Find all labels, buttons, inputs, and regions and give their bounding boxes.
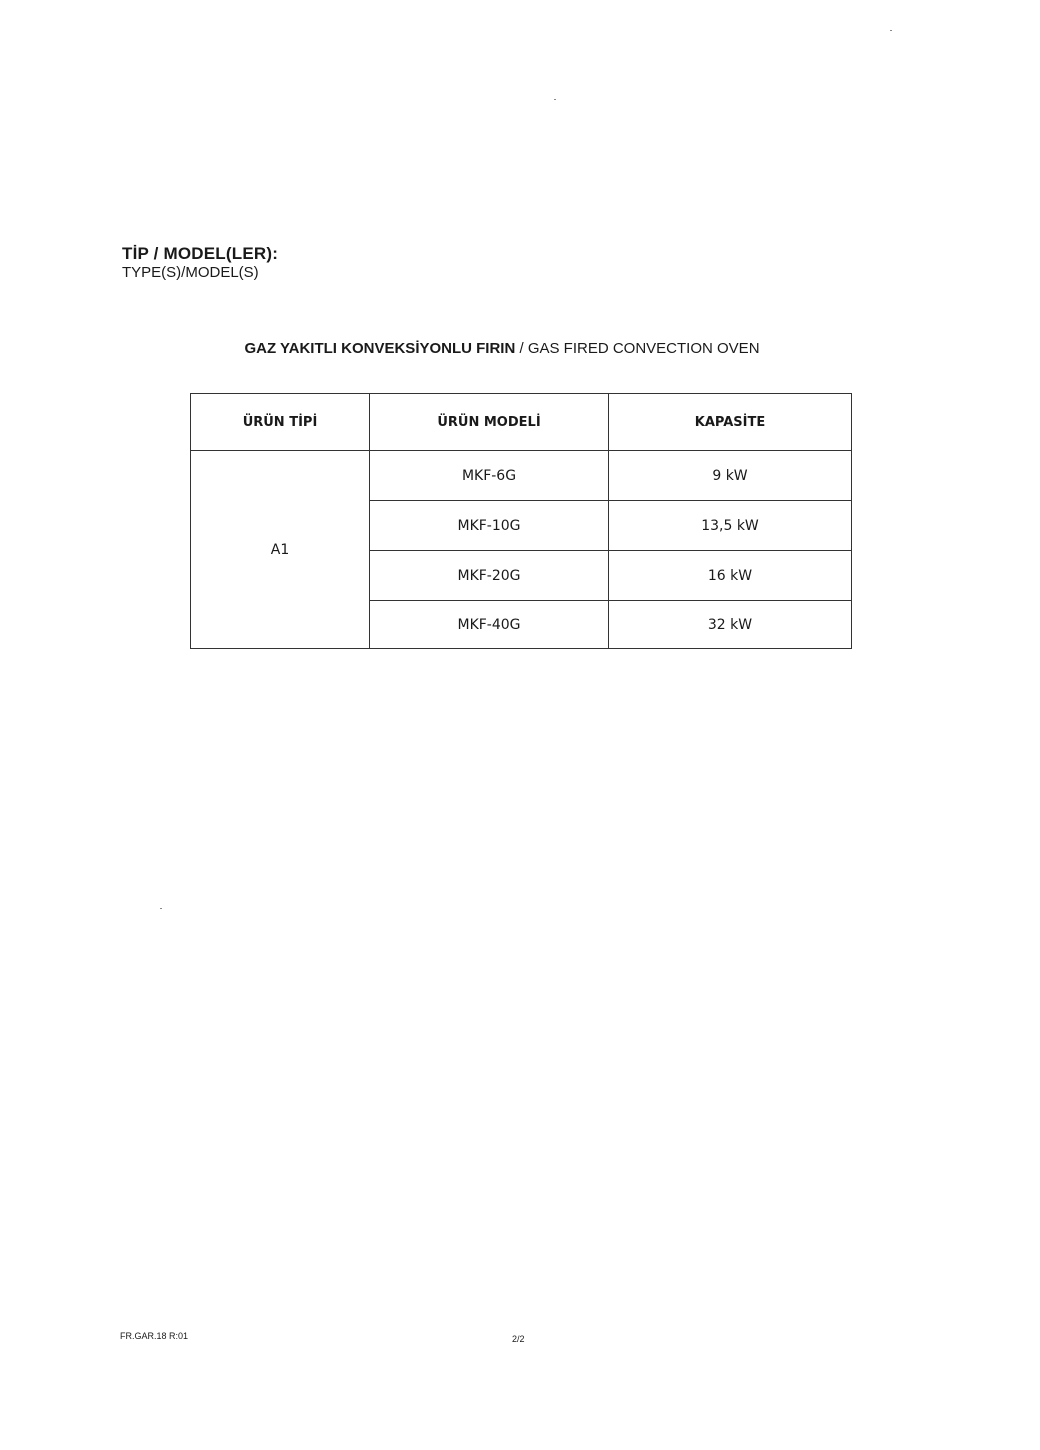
table-header-row: [191, 394, 852, 451]
header-capacity: KAPASİTE: [609, 394, 852, 451]
capacity-cell: 9 kW: [609, 451, 852, 501]
model-cell: MKF-40G: [370, 601, 609, 649]
model-cell: MKF-10G: [370, 501, 609, 551]
capacity-cell: 13,5 kW: [609, 501, 852, 551]
heading-block: [122, 244, 278, 282]
product-title: [0, 340, 1004, 358]
table-row: [191, 451, 852, 501]
product-name-separator: /: [515, 340, 528, 357]
footer-form-code: FR.GAR.18 R:01: [120, 1331, 189, 1341]
product-type-cell: A1: [191, 451, 370, 649]
product-name-en: GAS FIRED CONVECTION OVEN: [527, 340, 760, 357]
heading-title-en: TYPE(S)/MODEL(S): [122, 264, 259, 281]
footer-page-number: 2/2: [512, 1334, 525, 1344]
model-table: [190, 393, 852, 649]
scan-speck: [554, 99, 556, 100]
product-name-tr: GAZ YAKITLI KONVEKSİYONLU FIRIN: [244, 340, 516, 357]
header-product-model: ÜRÜN MODELİ: [370, 394, 609, 451]
scan-speck: [890, 30, 892, 31]
capacity-cell: 16 kW: [609, 551, 852, 601]
capacity-cell: 32 kW: [609, 601, 852, 649]
model-cell: MKF-6G: [370, 451, 609, 501]
model-cell: MKF-20G: [370, 551, 609, 601]
heading-title-tr: TİP / MODEL(LER):: [122, 244, 279, 263]
header-product-type: ÜRÜN TİPİ: [191, 394, 370, 451]
scan-speck: [160, 908, 162, 909]
